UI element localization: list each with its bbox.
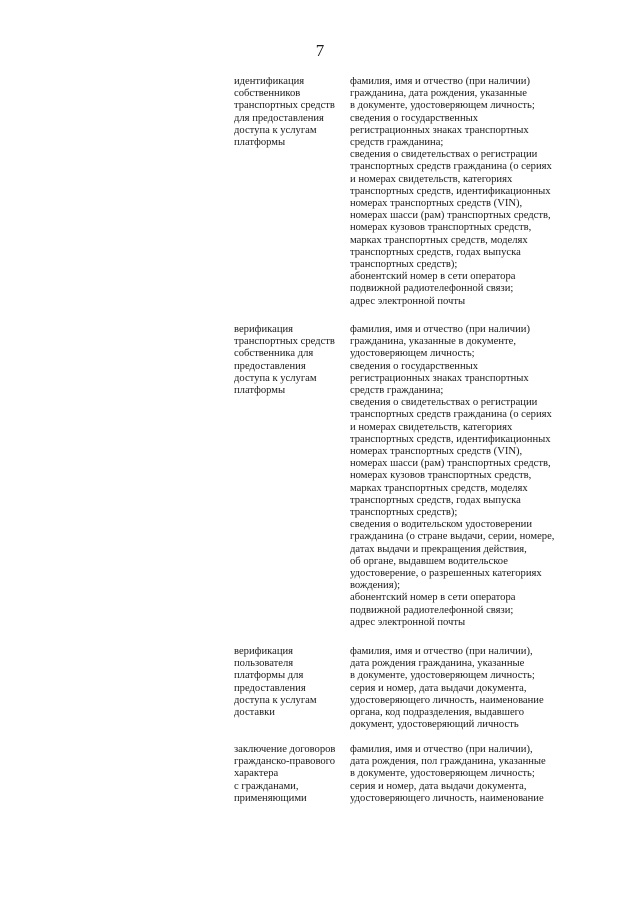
data-cell: фамилия, имя и отчество (при наличии), дата рождения гражданина, указанные в документе, удостоверяющем личность; серия и номер, дата выдачи документа, удостоверяющего личность, наименование органа, код подразделения, выдавшего документ, удостоверяющий личность <box>350 646 544 731</box>
data-cell: фамилия, имя и отчество (при наличии), дата рождения, пол гражданина, указанные в документе, удостоверяющем личность; серия и номер, дата выдачи документа, удостоверяющего личность, наименование <box>350 744 546 804</box>
purpose-cell: заключение договоров гражданско-правового характера с гражданами, применяющими <box>234 744 336 804</box>
page-number: 7 <box>315 41 325 60</box>
purpose-cell: верификация транспортных средств собственника для предоставления доступа к услугам платформы <box>234 324 335 397</box>
data-cell: фамилия, имя и отчество (при наличии) гражданина, дата рождения, указанные в документе, удостоверяющем личность; сведения о государственных регистрационных знаках транспортных средств гражданина; сведения о свидетельствах о регистрации транспортных средств гражданина (о сериях и номерах свидетельств, категориях транспортных средств, идентификационных номерах транспортных средств (VIN), номерах шасси (рам) транспортных средств, номерах кузовов транспортных средств, марках транспортных средств, моделях транспортных средств, годах выпуска транспортных средств); абонентский номер в сети оператора подвижной радиотелефонной связи; адрес электронной почты <box>350 76 552 307</box>
purpose-cell: верификация пользователя платформы для предоставления доступа к услугам доставки <box>234 646 317 719</box>
data-cell: фамилия, имя и отчество (при наличии) гражданина, указанные в документе, удостоверяющем личность; сведения о государственных регистрационных знаках транспортных средств гражданина; сведения о свидетельствах о регистрации транспортных средств гражданина (о сериях и номерах свидетельств, категориях транспортных средств, идентификационных номерах транспортных средств (VIN), номерах шасси (рам) транспортных средств, номерах кузовов транспортных средств, марках транспортных средств, моделях транспортных средств, годах выпуска транспортных средств); сведения о водительском удостоверении гражданина (о стране выдачи, серии, номере, датах выдачи и прекращения действия, об органе, выдавшем водительское удостоверение, о разрешенных категориях вождения); абонентский номер в сети оператора подвижной радиотелефонной связи; адрес электронной почты <box>350 324 555 628</box>
purpose-cell: идентификация собственников транспортных средств для предоставления доступа к услугам платформы <box>234 76 335 149</box>
